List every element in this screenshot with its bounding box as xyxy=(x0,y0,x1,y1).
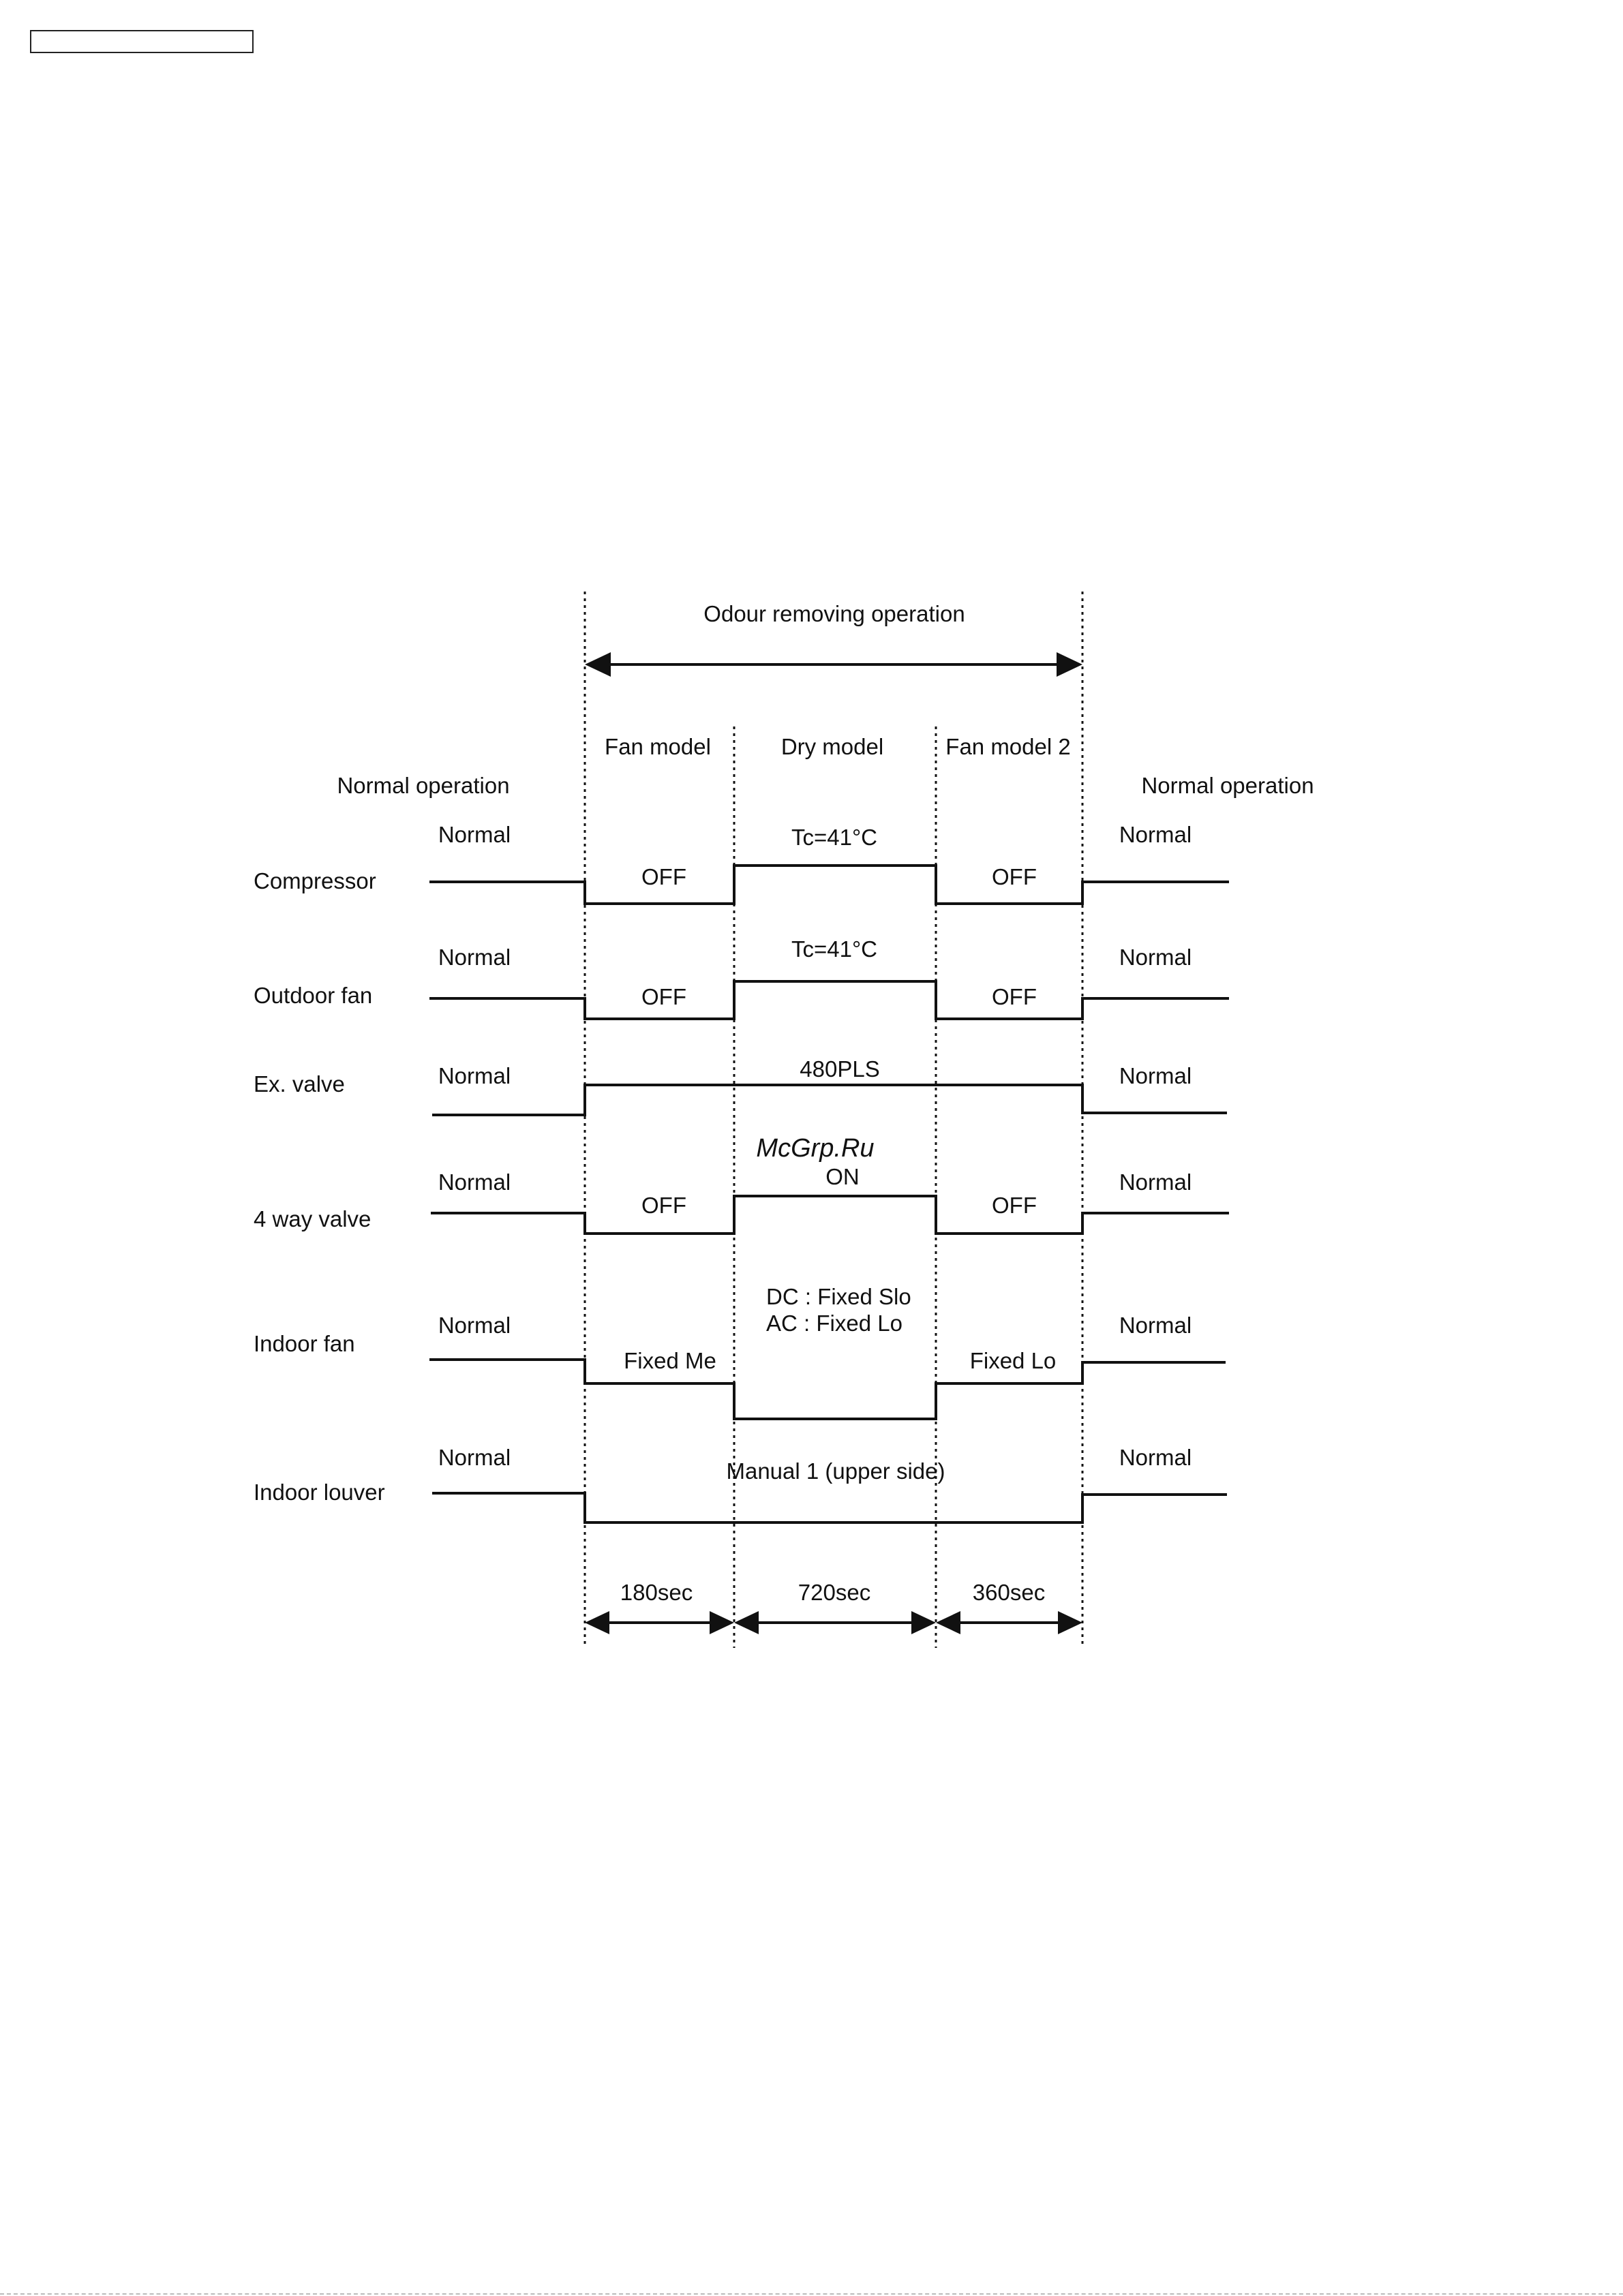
4-way-valve-phase2: ON xyxy=(825,1164,860,1189)
indoor-fan-phase2-ac: AC : Fixed Lo xyxy=(766,1311,902,1336)
ex-valve-left: Normal xyxy=(438,1063,511,1088)
compressor-right: Normal xyxy=(1119,822,1192,847)
4-way-valve-phase3: OFF xyxy=(992,1193,1037,1218)
row-label-4-way-valve: 4 way valve xyxy=(254,1206,371,1231)
ex-valve-signal xyxy=(432,1085,1227,1115)
compressor-signal xyxy=(429,866,1229,904)
phase-label-fan-2: Fan model 2 xyxy=(945,734,1071,759)
duration-arrow-2-left-head xyxy=(734,1611,759,1634)
indoor-fan-right: Normal xyxy=(1119,1313,1192,1338)
outdoor-fan-phase2: Tc=41°C xyxy=(791,936,878,962)
duration-arrows xyxy=(585,1611,1082,1634)
outdoor-fan-right: Normal xyxy=(1119,945,1192,970)
row-label-ex-valve: Ex. valve xyxy=(254,1071,345,1097)
duration-arrow-3-right-head xyxy=(1058,1611,1082,1634)
diagram-title: Odour removing operation xyxy=(703,601,965,626)
outdoor-fan-left: Normal xyxy=(438,945,511,970)
duration-phase3: 360sec xyxy=(972,1580,1046,1605)
indoor-fan-phase3: Fixed Lo xyxy=(969,1348,1057,1373)
normal-operation-right: Normal operation xyxy=(1141,773,1314,798)
compressor-phase2: Tc=41°C xyxy=(791,825,878,850)
compressor-phase3: OFF xyxy=(992,864,1037,889)
indoor-fan-phase1: Fixed Me xyxy=(624,1348,716,1373)
4-way-valve-right: Normal xyxy=(1119,1169,1192,1195)
duration-arrow-1-right-head xyxy=(710,1611,734,1634)
compressor-phase1: OFF xyxy=(641,864,686,889)
phase-label-fan: Fan model xyxy=(605,734,711,759)
indoor-fan-phase2-dc: DC : Fixed Slo xyxy=(766,1284,911,1309)
compressor-left: Normal xyxy=(438,822,511,847)
indoor-louver-all-phases: Manual 1 (upper side) xyxy=(726,1458,945,1484)
duration-arrow-2-right-head xyxy=(911,1611,936,1634)
ex-valve-right: Normal xyxy=(1119,1063,1192,1088)
ex-valve-all-phases: 480PLS xyxy=(800,1056,880,1082)
4-way-valve-left: Normal xyxy=(438,1169,511,1195)
watermark: McGrp.Ru xyxy=(756,1134,875,1163)
row-label-outdoor-fan: Outdoor fan xyxy=(254,983,373,1008)
indoor-louver-left: Normal xyxy=(438,1445,511,1470)
indoor-louver-right: Normal xyxy=(1119,1445,1192,1470)
indoor-fan-left: Normal xyxy=(438,1313,511,1338)
row-label-indoor-fan: Indoor fan xyxy=(254,1331,355,1356)
indoor-louver-signal xyxy=(432,1493,1227,1522)
duration-arrow-3-left-head xyxy=(936,1611,960,1634)
outdoor-fan-signal xyxy=(429,981,1229,1019)
4-way-valve-signal xyxy=(431,1196,1229,1234)
duration-arrow-1-left-head xyxy=(585,1611,609,1634)
4-way-valve-phase1: OFF xyxy=(641,1193,686,1218)
outdoor-fan-phase1: OFF xyxy=(641,984,686,1009)
phase-label-dry: Dry model xyxy=(780,734,884,759)
row-label-compressor: Compressor xyxy=(254,868,376,893)
outdoor-fan-phase3: OFF xyxy=(992,984,1037,1009)
arrowhead-right xyxy=(1057,652,1082,677)
duration-phase2: 720sec xyxy=(798,1580,871,1605)
duration-phase1: 180sec xyxy=(620,1580,693,1605)
arrowhead-left xyxy=(585,652,611,677)
indoor-fan-signal xyxy=(429,1360,1226,1419)
row-label-indoor-louver: Indoor louver xyxy=(254,1480,385,1505)
bottom-rule xyxy=(0,2293,1623,2295)
normal-operation-left: Normal operation xyxy=(337,773,510,798)
